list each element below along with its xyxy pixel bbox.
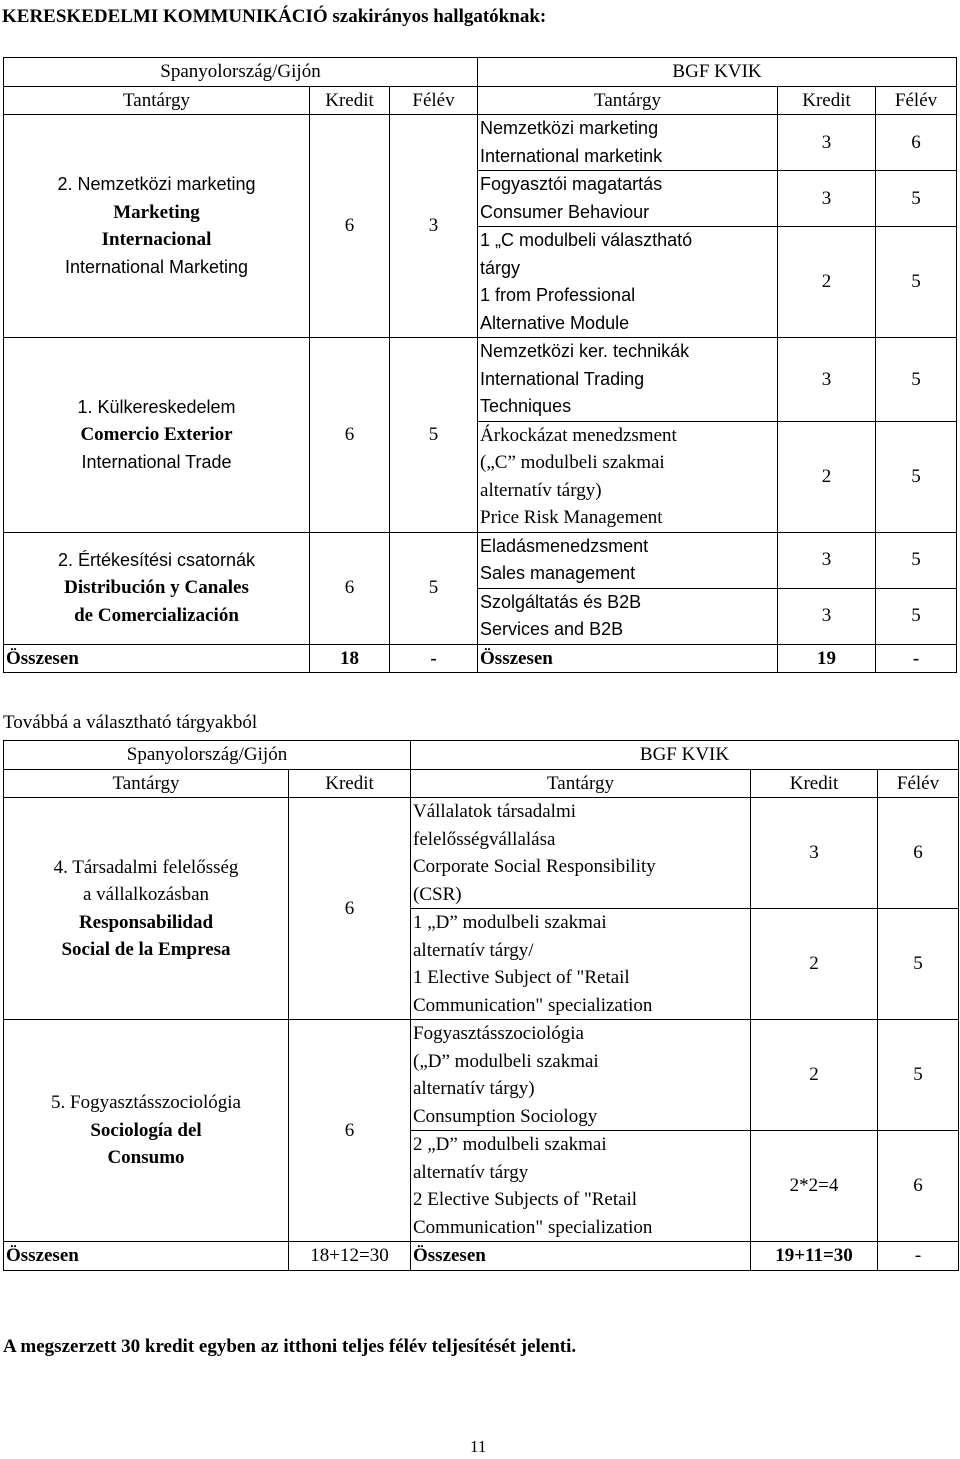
credit-cell: 6 [310, 338, 390, 533]
subject-line: International Marketing [64, 256, 249, 277]
subject-line: Communication" specialization [413, 1216, 653, 1238]
subject-line: 1 „D” modulbeli szakmai [413, 912, 607, 933]
semester-cell: 5 [876, 227, 957, 338]
subject-cell [411, 798, 751, 909]
page-number: 11 [470, 1437, 487, 1456]
credit-cell: 2 [778, 227, 876, 338]
col-subject-left: Tantárgy [4, 86, 310, 115]
col-subject-right: Tantárgy [478, 86, 778, 115]
semester-cell: 5 [876, 532, 957, 588]
semester-cell: 5 [878, 1020, 959, 1131]
total-label-left: Összesen [4, 1242, 289, 1271]
subject-cell [478, 338, 778, 422]
table-row [4, 532, 957, 588]
total-label-right: Összesen [411, 1242, 751, 1271]
subject-line: Price Risk Management [480, 507, 663, 528]
header-gijon: Spanyolország/Gijón [4, 58, 478, 87]
semester-cell: 5 [876, 338, 957, 422]
subject-cell [478, 171, 778, 227]
total-label-left: Összesen [4, 644, 310, 673]
subject-line: 1 from Professional [480, 285, 636, 305]
subject-line: Consumer Behaviour [480, 201, 650, 222]
table-header-row [4, 58, 957, 87]
total-semester-right: - [876, 644, 957, 673]
subject-cell [478, 115, 778, 171]
subject-line: felelősségvállalása [413, 828, 556, 850]
section-subtitle: Továbbá a választható tárgyakból [3, 712, 258, 733]
subject-line: alternatív tárgy) [413, 1078, 535, 1099]
col-semester-left: Félév [390, 86, 478, 115]
subject-line: Fogyasztói magatartás [480, 174, 663, 194]
semester-cell: 5 [390, 338, 478, 533]
subject-line: Alternative Module [480, 312, 630, 333]
subject-line: Consumption Sociology [413, 1105, 598, 1127]
subject-line: International Trade [81, 451, 232, 472]
subject-line: International Trading [480, 368, 645, 389]
subject-line: International marketink [480, 145, 663, 166]
subject-line: alternatív tárgy [413, 1161, 529, 1183]
subject-cell [4, 115, 310, 338]
total-credit-right: 19+11=30 [751, 1242, 878, 1271]
credit-cell: 2 [751, 909, 878, 1020]
subject-cell [478, 227, 778, 338]
total-semester-right: - [878, 1242, 959, 1271]
subject-line: Comercio Exterior [80, 424, 233, 445]
col-semester-right: Félév [876, 86, 957, 115]
subject-line: Consumo [107, 1147, 185, 1169]
credit-cell: 3 [778, 171, 876, 227]
footer-note: A megszerzett 30 kredit egyben az itthoni teljes félév teljesítését jelenti. [3, 1336, 577, 1357]
table-column-header-row [4, 86, 957, 115]
semester-cell: 6 [878, 798, 959, 909]
semester-cell: 5 [390, 532, 478, 644]
table-column-header-row [4, 769, 959, 798]
semester-cell: 5 [876, 588, 957, 644]
subject-line: alternatív tárgy) [480, 479, 602, 501]
semester-cell: 5 [876, 421, 957, 532]
subject-line: Social de la Empresa [61, 939, 231, 960]
semester-cell: 3 [390, 115, 478, 338]
credit-cell: 3 [751, 798, 878, 909]
table-gijon-bgf-main [3, 57, 957, 673]
credit-cell: 6 [310, 115, 390, 338]
semester-cell: 6 [876, 115, 957, 171]
total-credit-left: 18 [310, 644, 390, 673]
subject-line: 1 Elective Subject of "Retail [413, 967, 630, 988]
subject-cell [4, 338, 310, 533]
credit-cell: 6 [310, 532, 390, 644]
semester-cell: 5 [876, 171, 957, 227]
credit-cell: 3 [778, 532, 876, 588]
header-bgf: BGF KVIK [411, 741, 959, 770]
subject-line: Vállalatok társadalmi [413, 801, 577, 822]
subject-line: 2 Elective Subjects of "Retail [413, 1189, 638, 1210]
subject-cell [411, 1131, 751, 1242]
table-row [4, 115, 957, 171]
table-row [4, 798, 959, 909]
credit-cell: 2 [778, 421, 876, 532]
subject-cell [478, 588, 778, 644]
subject-line: alternatív tárgy/ [413, 939, 534, 961]
col-credit-right: Kredit [751, 769, 878, 798]
table-row [4, 338, 957, 422]
subject-line: a vállalkozásban [82, 884, 210, 905]
credit-cell: 2*2=4 [751, 1131, 878, 1242]
subject-line: („C” modulbeli szakmai [480, 452, 665, 473]
col-credit-left: Kredit [310, 86, 390, 115]
subject-line: Nemzetközi ker. technikák [480, 341, 690, 361]
subject-cell [411, 1020, 751, 1131]
subject-line: 1. Külkereskedelem [77, 396, 236, 417]
subject-line: Szolgáltatás és B2B [480, 591, 642, 612]
table-header-row [4, 741, 959, 770]
table-row [4, 1020, 959, 1131]
subject-line: 1 „C modulbeli választható [480, 230, 693, 250]
subject-line: 5. Fogyasztásszociológia [51, 1092, 241, 1114]
header-gijon: Spanyolország/Gijón [4, 741, 411, 770]
subject-cell [4, 1020, 289, 1242]
col-semester-right: Félév [878, 769, 959, 798]
subject-line: Árkockázat menedzsment [480, 424, 677, 446]
subject-line: („D” modulbeli szakmai [413, 1050, 599, 1072]
table-elective-subjects [3, 740, 959, 1271]
subject-line: Responsabilidad [78, 911, 214, 933]
col-subject-right: Tantárgy [411, 769, 751, 798]
subject-cell [478, 421, 778, 532]
semester-cell: 5 [878, 909, 959, 1020]
subject-line: Services and B2B [480, 619, 624, 639]
subject-line: tárgy [480, 257, 521, 278]
subject-line: Internacional [101, 229, 212, 250]
subject-line: Sociología del [90, 1119, 202, 1141]
table-total-row [4, 644, 957, 673]
subject-line: Fogyasztásszociológia [413, 1023, 584, 1044]
total-credit-right: 19 [778, 644, 876, 673]
subject-line: Nemzetközi marketing [480, 118, 659, 138]
subject-cell [4, 532, 310, 644]
col-subject-left: Tantárgy [4, 769, 289, 798]
credit-cell: 3 [778, 588, 876, 644]
subject-line: Marketing [113, 201, 200, 223]
subject-line: 2 „D” modulbeli szakmai [413, 1134, 607, 1155]
subject-line: (CSR) [413, 883, 462, 905]
subject-line: Corporate Social Responsibility [413, 856, 656, 877]
credit-cell: 6 [289, 798, 411, 1020]
subject-line: Communication" specialization [413, 994, 653, 1016]
document-title: KERESKEDELMI KOMMUNIKÁCIÓ szakirányos hallgatóknak: [2, 6, 547, 27]
col-credit-right: Kredit [778, 86, 876, 115]
subject-line: 4. Társadalmi felelősség [53, 856, 239, 878]
subject-line: 2. Értékesítési csatornák [57, 549, 256, 570]
total-label-right: Összesen [478, 644, 778, 673]
subject-line: Sales management [480, 563, 636, 583]
col-credit-left: Kredit [289, 769, 411, 798]
total-semester-left: - [390, 644, 478, 673]
subject-line: Distribución y Canales [64, 577, 249, 599]
semester-cell: 6 [878, 1131, 959, 1242]
subject-line: Eladásmenedzsment [480, 535, 649, 556]
credit-cell: 3 [778, 115, 876, 171]
subject-cell [411, 909, 751, 1020]
subject-cell [478, 532, 778, 588]
credit-cell: 6 [289, 1020, 411, 1242]
subject-line: Techniques [480, 396, 572, 416]
total-credit-left: 18+12=30 [289, 1242, 411, 1271]
subject-cell [4, 798, 289, 1020]
table-total-row [4, 1242, 959, 1271]
credit-cell: 3 [778, 338, 876, 422]
credit-cell: 2 [751, 1020, 878, 1131]
subject-line: de Comercialización [74, 604, 239, 626]
header-bgf: BGF KVIK [478, 58, 957, 87]
subject-line: 2. Nemzetközi marketing [57, 174, 256, 194]
